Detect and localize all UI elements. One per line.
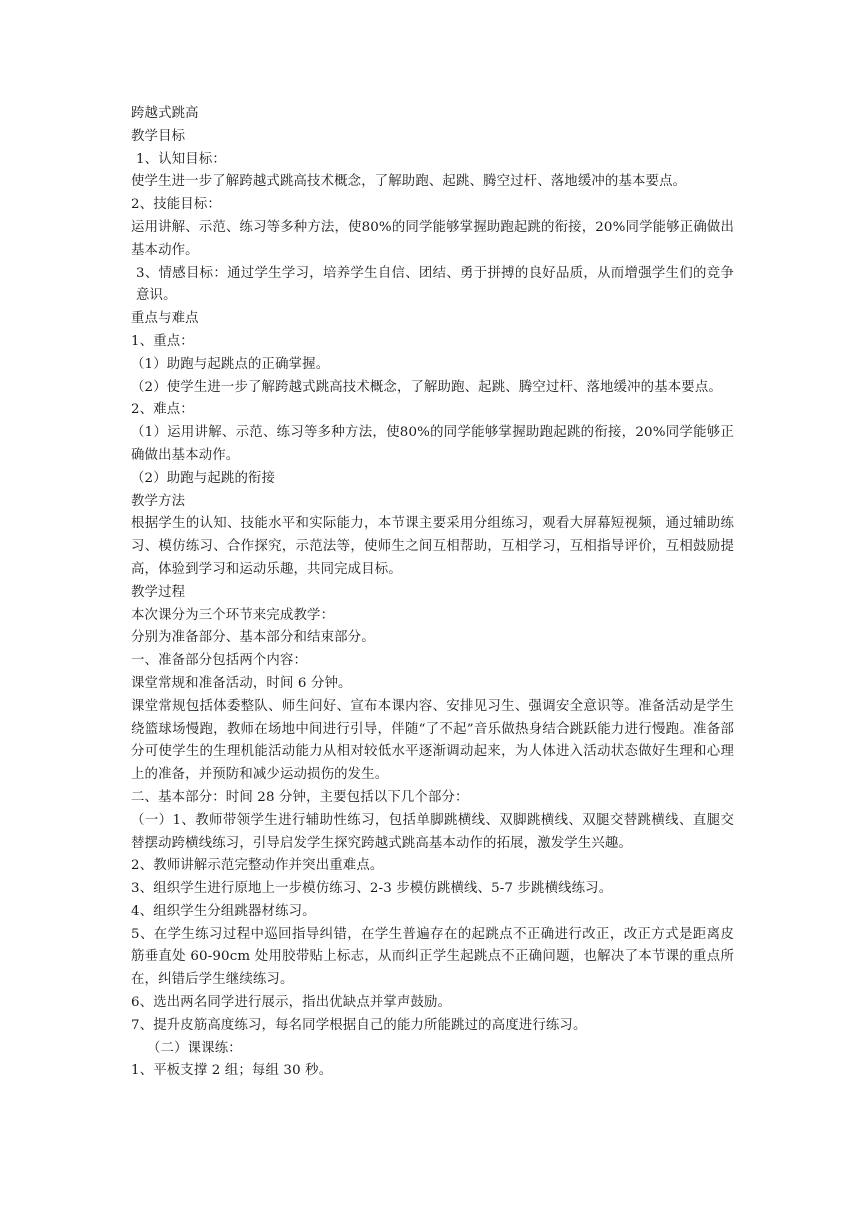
- paragraph: 教学目标: [131, 128, 186, 144]
- paragraph: 根据学生的认知、技能水平和实际能力，本节课主要采用分组练习，观看大屏幕短视频，通过辅助练习、模仿练习、合作探究，示范法等，使师生之间互相帮助，互相学习，互相指导评价，互相鼓励提高，体验到学习和运动乐趣，共同完成目标。: [131, 516, 734, 577]
- paragraph: 教学方法: [131, 493, 186, 509]
- paragraph: （二）课课练：: [147, 1040, 242, 1056]
- paragraph: 4、组织学生分组跳器材练习。: [131, 903, 316, 919]
- paragraph: 分别为准备部分、基本部分和结束部分。: [131, 630, 375, 646]
- paragraph: 教学过程: [131, 584, 186, 600]
- paragraph: 7、提升皮筋高度练习，每名同学根据自己的能力所能跳过的高度进行练习。: [131, 1017, 587, 1033]
- paragraph: 1、重点：: [131, 333, 194, 349]
- paragraph: （2）助跑与起跳的衔接: [131, 470, 276, 486]
- paragraph: （一）1、教师带领学生进行辅助性练习，包括单脚跳横线、双脚跳横线、双腿交替跳横线、直腿交替摆动跨横线练习，引导启发学生探究跨越式跳高基本动作的拓展，激发学生兴趣。: [131, 812, 734, 851]
- paragraph: 3、情感目标：通过学生学习，培养学生自信、团结、勇于拼搏的良好品质，从而增强学生们的竞争意识。: [136, 265, 734, 304]
- document-title: 跨越式跳高: [131, 106, 199, 121]
- paragraph: 2、技能目标：: [131, 197, 221, 213]
- paragraph: 重点与难点: [131, 311, 199, 327]
- paragraph: （2）使学生进一步了解跨越式跳高技术概念，了解助跑、起跳、腾空过杆、落地缓冲的基本要点。: [131, 379, 722, 395]
- paragraph: 1、认知目标：: [136, 151, 226, 167]
- paragraph: 5、在学生练习过程中巡回指导纠错，在学生普遍存在的起跳点不正确进行改正，改正方式是距离皮筋垂直处 60-90cm 处用胶带贴上标志，从而纠正学生起跳点不正确问题，也解决了本节课的重点所在，纠错后学生继续练习。: [131, 926, 734, 988]
- paragraph: （1）运用讲解、示范、练习等多种方法，使80%的同学能够掌握助跑起跳的衔接，20%同学能够正确做出基本动作。: [131, 425, 734, 463]
- paragraph: 课堂常规和准备活动，时间 6 分钟。: [131, 675, 352, 691]
- paragraph: 二、基本部分：时间 28 分钟，主要包括以下几个部分：: [131, 789, 469, 805]
- paragraph: 使学生进一步了解跨越式跳高技术概念，了解助跑、起跳、腾空过杆、落地缓冲的基本要点。: [131, 174, 687, 190]
- document-page: [131, 103, 734, 1083]
- paragraph: 本次课分为三个环节来完成教学：: [131, 607, 335, 623]
- paragraph: 一、准备部分包括两个内容：: [131, 653, 308, 669]
- paragraph: （1）助跑与起跳点的正确掌握。: [131, 356, 330, 372]
- paragraph: 2、难点：: [131, 402, 194, 418]
- paragraph: 1、平板支撑 2 组；每组 30 秒。: [131, 1063, 333, 1079]
- paragraph: 课堂常规包括体委整队、师生问好、宣布本课内容、安排见习生、强调安全意识等。准备活动是学生绕篮球场慢跑，教师在场地中间进行引导，伴随“了不起”音乐做热身结合跳跃能力进行慢跑。准备部分可使学生的生理机能活动能力从相对较低水平逐渐调动起来，为人体进入活动状态做好生理和心理上的准备，并预防和减少运动损伤的发生。: [131, 698, 734, 783]
- paragraph: 运用讲解、示范、练习等多种方法，使80%的同学能够掌握助跑起跳的衔接，20%同学能够正确做出基本动作。: [131, 219, 734, 258]
- document-body: [131, 126, 734, 1083]
- paragraph: 6、选出两名同学进行展示，指出优缺点并掌声鼓励。: [131, 995, 452, 1011]
- paragraph: 3、组织学生进行原地上一步模仿练习、2-3 步模仿跳横线、5-7 步跳横线练习。: [131, 881, 613, 897]
- paragraph: 2、教师讲解示范完整动作并突出重难点。: [131, 858, 384, 874]
